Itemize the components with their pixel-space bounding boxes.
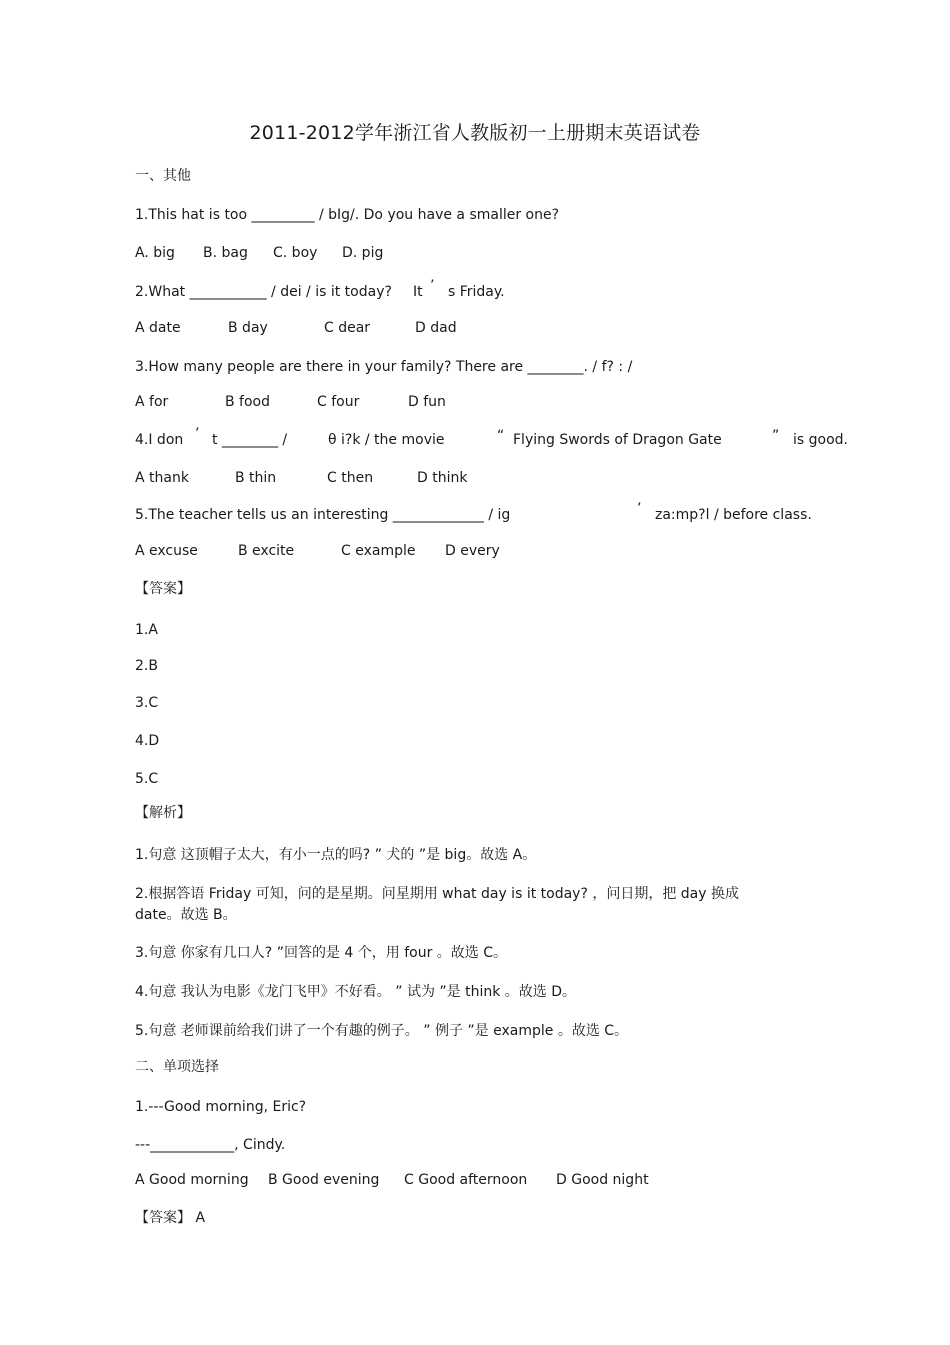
question-1-option-a: A. big	[135, 245, 175, 261]
document-title: 2011-2012学年浙江省人教版初一上册期末英语试卷	[249, 122, 701, 144]
s2-question-1-line-1: 1.---Good morning, Eric?	[135, 1099, 307, 1115]
answer-heading: 【答案】	[135, 581, 191, 597]
question-5-stem-part: 5.The teacher tells us an interesting _____________ / ig	[135, 507, 511, 523]
question-4-stem-part: 4.I don	[135, 432, 184, 448]
analysis-item: 5.句意 老师课前给我们讲了一个有趣的例子。 ” 例子 ”是 example 。故选 C。	[135, 1023, 629, 1039]
question-3-stem: 3.How many people are there in your family? There are ________. / f? : /	[135, 359, 633, 375]
question-3-option-c: C four	[317, 394, 360, 410]
question-5-option-a: A excuse	[135, 543, 198, 559]
s2-question-1-option-d: D Good night	[556, 1172, 649, 1188]
question-2-option-a: A date	[135, 320, 181, 336]
question-2-option-c: C dear	[324, 320, 371, 336]
question-1-option-b: B. bag	[203, 245, 248, 261]
question-5-option-c: C example	[341, 543, 416, 559]
analysis-item: 3.句意 你家有几口人? ”回答的是 4 个，用 four 。故选 C。	[135, 945, 507, 961]
analysis-item: 4.句意 我认为电影《龙门飞甲》不好看。 ” 试为 ”是 think 。故选 D。	[135, 984, 577, 1000]
s2-question-1-answer: 【答案】 A	[135, 1210, 206, 1226]
answer-item: 2.B	[135, 658, 158, 674]
question-4-apostrophe: ’	[195, 426, 200, 442]
question-1-option-d: D. pig	[342, 245, 384, 261]
question-4-option-a: A thank	[135, 470, 189, 486]
question-4-stem-part: θ i?k / the movie	[328, 432, 445, 448]
analysis-item-continued: date。故选 B。	[135, 907, 237, 923]
question-2-stem-part: 2.What ___________ / dei / is it today?	[135, 284, 392, 300]
question-5-apostrophe: ’	[637, 501, 642, 517]
s2-question-1-option-b: B Good evening	[268, 1172, 380, 1188]
answer-item: 3.C	[135, 695, 159, 711]
question-4-stem-part: t ________ /	[212, 432, 288, 448]
question-4-stem-part: is good.	[793, 432, 848, 448]
question-4-option-c: C then	[327, 470, 374, 486]
s2-question-1-option-c: C Good afternoon	[404, 1172, 528, 1188]
answer-item: 1.A	[135, 622, 158, 638]
question-4-option-b: B thin	[235, 470, 277, 486]
answer-item: 5.C	[135, 771, 159, 787]
question-5-option-b: B excite	[238, 543, 295, 559]
question-1-option-c: C. boy	[273, 245, 318, 261]
analysis-item: 2.根据答语 Friday 可知，问的是星期。问星期用 what day is it today? ，问日期，把 day 换成	[135, 886, 739, 902]
analysis-item: 1.句意 这顶帽子太大，有小一点的吗? ” 犬的 ”是 big。故选 A。	[135, 847, 537, 863]
analysis-heading: 【解析】	[135, 805, 191, 821]
question-3-option-d: D fun	[408, 394, 446, 410]
question-2-stem-part: It	[413, 284, 423, 300]
question-1-stem: 1.This hat is too _________ / bIg/. Do you have a smaller one?	[135, 207, 560, 223]
question-5-stem-part: za:mp?l / before class.	[655, 507, 812, 523]
question-4-movie-title: Flying Swords of Dragon Gate	[513, 432, 722, 448]
question-5-option-d: D every	[445, 543, 500, 559]
question-4-close-quote: ”	[772, 428, 780, 444]
question-2-option-d: D dad	[415, 320, 457, 336]
question-3-option-b: B food	[225, 394, 271, 410]
question-2-option-b: B day	[228, 320, 268, 336]
question-2-apostrophe: ’	[430, 278, 435, 294]
question-2-stem-part: s Friday.	[448, 284, 505, 300]
s2-question-1-option-a: A Good morning	[135, 1172, 249, 1188]
answer-item: 4.D	[135, 733, 160, 749]
question-4-open-quote: “	[497, 428, 505, 444]
s2-question-1-line-2: ---____________, Cindy.	[135, 1137, 286, 1153]
question-4-option-d: D think	[417, 470, 468, 486]
section-heading-single-choice: 二、单项选择	[135, 1059, 219, 1075]
question-3-option-a: A for	[135, 394, 169, 410]
section-heading-other: 一、其他	[135, 168, 191, 184]
